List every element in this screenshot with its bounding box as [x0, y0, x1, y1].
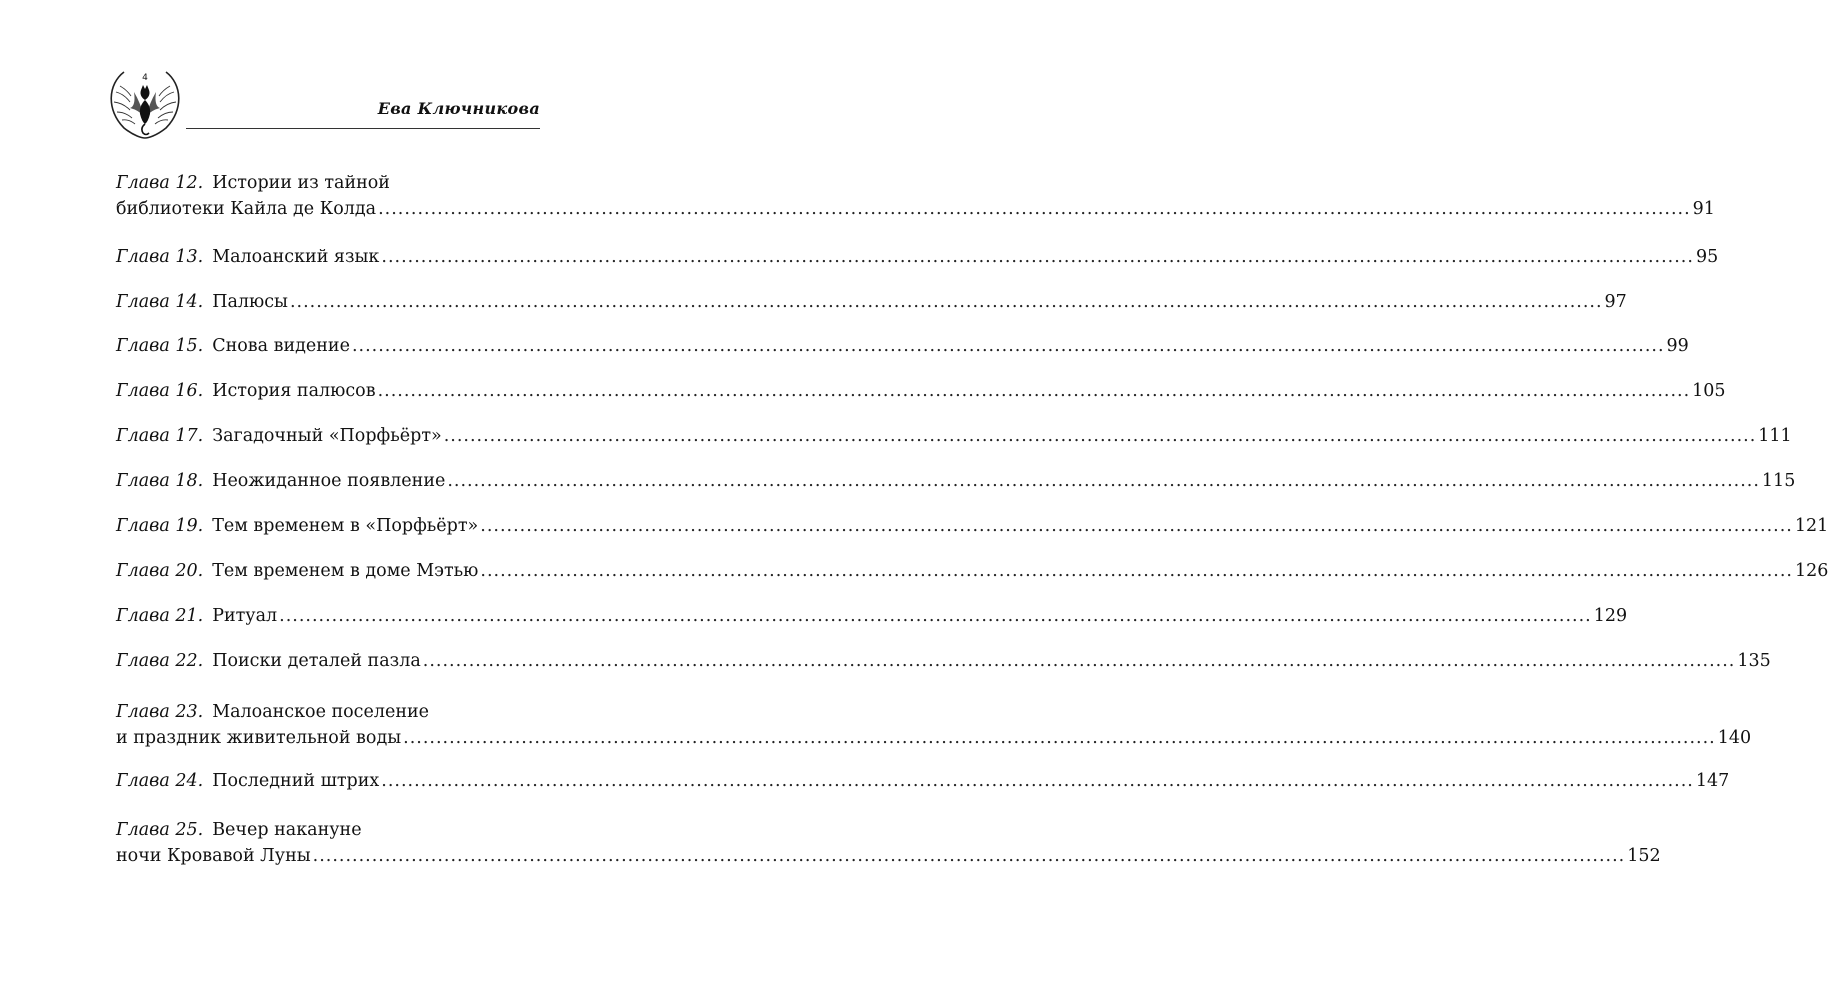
toc-entry[interactable] [116, 380, 1726, 403]
chapter-title: Неожиданное появление [212, 471, 446, 491]
chapter-label: Глава 17. [116, 426, 204, 446]
chapter-label: Глава 14. [116, 292, 204, 312]
toc-line [116, 770, 1730, 793]
toc-line [116, 335, 1689, 358]
toc-line [116, 291, 1627, 314]
toc-entry[interactable] [116, 770, 1730, 793]
toc-entry[interactable] [116, 335, 1689, 358]
page-number: 140 [1717, 728, 1752, 748]
page-number: 126 [1794, 561, 1828, 581]
toc-line [116, 470, 1796, 493]
toc-line [116, 727, 1752, 750]
toc-entry[interactable] [116, 470, 1796, 493]
page-number: 135 [1737, 651, 1771, 671]
chapter-title: и праздник живительной воды [116, 728, 402, 748]
toc-line [116, 515, 1828, 538]
chapter-title: Снова видение [212, 336, 350, 356]
toc-entry[interactable] [116, 172, 1715, 221]
toc-entry[interactable] [116, 291, 1627, 314]
chapter-title: Загадочный «Порфьёрт» [212, 426, 442, 446]
emblem-icon [104, 62, 186, 144]
toc-line [116, 819, 542, 842]
toc-entry[interactable] [116, 246, 1719, 269]
chapter-label: Глава 19. [116, 516, 204, 536]
chapter-label: Глава 16. [116, 381, 204, 401]
page-number: 95 [1695, 247, 1719, 267]
chapter-title: Последний штрих [212, 771, 380, 791]
chapter-label: Глава 18. [116, 471, 204, 491]
toc-entry[interactable] [116, 819, 1661, 868]
page-number: 115 [1761, 471, 1796, 491]
dot-leader: ........................................................................................................................................................................................................ [403, 728, 1716, 748]
toc-entry[interactable] [116, 701, 1752, 750]
chapter-label: Глава 24. [116, 771, 204, 791]
dot-leader: ........................................................................................................................................................................................................ [480, 561, 1793, 581]
toc-line [116, 650, 1771, 673]
header-rule [186, 128, 540, 129]
toc-line [116, 380, 1726, 403]
chapter-label: Глава 15. [116, 336, 204, 356]
chapter-title: библиотеки Кайла де Колда [116, 199, 377, 219]
toc-line [116, 701, 542, 724]
chapter-label: Глава 21. [116, 606, 204, 626]
dot-leader: ........................................................................................................................................................................................................ [351, 336, 1665, 356]
chapter-label: Глава 13. [116, 247, 204, 267]
toc-line [116, 605, 1628, 628]
chapter-title: ночи Кровавой Луны [116, 846, 311, 866]
dot-leader: ........................................................................................................................................................................................................ [377, 381, 1691, 401]
page-number: 129 [1593, 606, 1628, 626]
chapter-title: Тем временем в доме Мэтью [212, 561, 479, 581]
dot-leader: ........................................................................................................................................................................................................ [312, 846, 1626, 866]
toc-line [116, 425, 1792, 448]
svg-text:4: 4 [142, 73, 148, 83]
dot-leader: ........................................................................................................................................................................................................ [480, 516, 1793, 536]
chapter-title: Поиски деталей пазла [212, 651, 421, 671]
toc-entry[interactable] [116, 560, 1828, 583]
chapter-label: Глава 23. [116, 702, 204, 722]
dot-leader: ........................................................................................................................................................................................................ [378, 199, 1691, 219]
page-number: 97 [1604, 292, 1627, 312]
chapter-title: Истории из тайной [212, 173, 390, 193]
dot-leader: ........................................................................................................................................................................................................ [279, 606, 1592, 626]
page-number: 152 [1627, 846, 1661, 866]
chapter-title: Вечер накануне [212, 820, 362, 840]
chapter-title: История палюсов [212, 381, 376, 401]
toc-line [116, 172, 542, 195]
page-number: 99 [1666, 336, 1689, 356]
chapter-title: Малоанский язык [212, 247, 380, 267]
toc-line [116, 845, 1661, 868]
chapter-label: Глава 12. [116, 173, 204, 193]
chapter-title: Палюсы [212, 292, 288, 312]
page-number: 91 [1692, 199, 1715, 219]
page-number: 147 [1695, 771, 1730, 791]
dot-leader: ........................................................................................................................................................................................................ [422, 651, 1736, 671]
page-header [0, 0, 632, 150]
toc-line [116, 246, 1719, 269]
chapter-title: Тем временем в «Порфьёрт» [212, 516, 479, 536]
toc-entry[interactable] [116, 650, 1771, 673]
toc-entry[interactable] [116, 515, 1828, 538]
chapter-label: Глава 20. [116, 561, 204, 581]
page-number: 111 [1758, 426, 1792, 446]
chapter-label: Глава 25. [116, 820, 204, 840]
chapter-title: Ритуал [212, 606, 278, 626]
dot-leader: ........................................................................................................................................................................................................ [381, 771, 1694, 791]
toc-line [116, 560, 1828, 583]
dot-leader: ........................................................................................................................................................................................................ [289, 292, 1603, 312]
dot-leader: ........................................................................................................................................................................................................ [443, 426, 1757, 446]
chapter-label: Глава 22. [116, 651, 204, 671]
toc-line [116, 198, 1715, 221]
toc-entry[interactable] [116, 425, 1792, 448]
page-number: 105 [1692, 381, 1726, 401]
toc-entry[interactable] [116, 605, 1628, 628]
dot-leader: ........................................................................................................................................................................................................ [381, 247, 1694, 267]
dot-leader: ........................................................................................................................................................................................................ [447, 471, 1760, 491]
page-number: 121 [1794, 516, 1828, 536]
author-name: Ева Ключникова [377, 99, 540, 118]
chapter-title: Малоанское поселение [212, 702, 429, 722]
